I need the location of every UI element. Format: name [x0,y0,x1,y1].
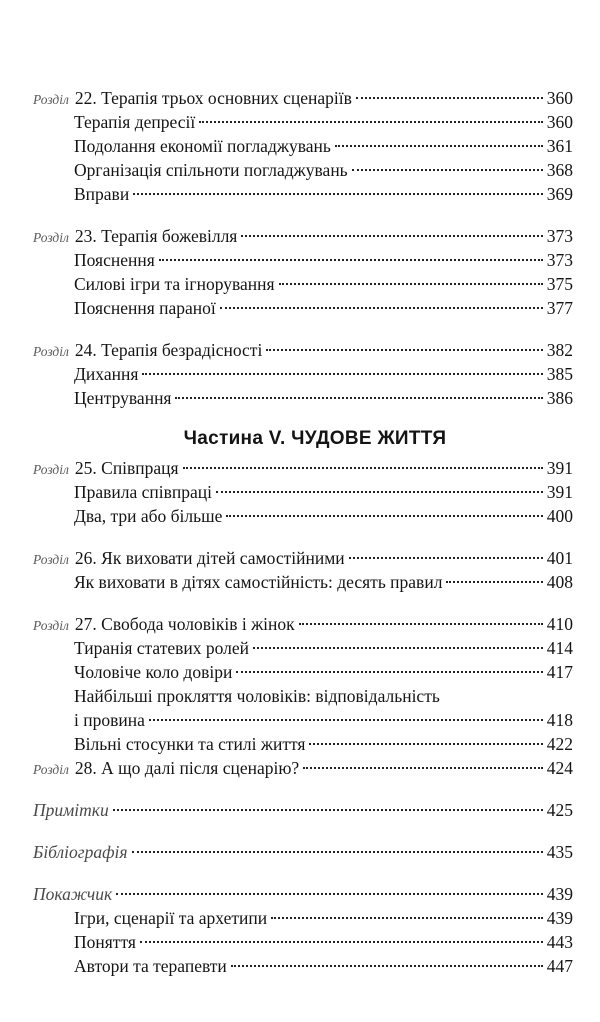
chapter-title: 22. Терапія трьох основних сценаріїв [74,88,352,108]
chapter-24-group [33,338,573,410]
table-of-contents [33,86,573,978]
section-entry [33,182,573,206]
page-number: 417 [546,662,573,682]
chapter-prefix: Розділ [33,462,69,477]
chapter-27-group [33,612,573,756]
chapter-title: 25. Співпраця [74,458,179,478]
dot-leader [279,283,543,285]
section-title: Поняття [74,932,136,952]
dot-leader [299,623,543,625]
section-entry [33,570,573,594]
chapter-title: 24. Терапія безрадісності [74,340,263,360]
section-title: Вільні стосунки та стилі життя [74,734,306,754]
section-title: Подолання економії погладжувань [74,136,331,156]
index-entry [33,882,573,906]
page-number: 360 [546,88,573,108]
dot-leader [175,397,542,399]
section-entry [33,386,573,410]
chapter-title: 28. А що далі після сценарію? [74,758,300,778]
chapter-25-group [33,456,573,528]
page-number: 424 [546,758,573,778]
dot-leader [183,467,543,469]
section-title: Пояснення параної [74,298,216,318]
section-title: Пояснення [74,250,155,270]
bibliography-entry [33,840,573,864]
chapter-26-entry [33,546,573,570]
page-number: 386 [546,388,573,408]
chapter-26-group [33,546,573,594]
chapter-27-entry [33,612,573,636]
dot-leader [216,491,543,493]
section-entry [33,272,573,296]
bibliography-title: Бібліографія [33,842,128,862]
dot-leader [335,145,543,147]
page-number: 391 [546,482,573,502]
page-number: 443 [546,932,573,952]
dot-leader [446,581,542,583]
section-entry [33,954,573,978]
chapter-24-entry [33,338,573,362]
index-title: Покажчик [33,884,113,904]
dot-leader [113,809,543,811]
dot-leader [149,719,543,721]
section-entry [33,660,573,684]
section-entry [33,732,573,756]
section-title-continued: і провина [74,710,145,730]
notes-entry [33,798,573,822]
section-title: Автори та терапевти [74,956,227,976]
page-number: 422 [546,734,573,754]
page-number: 382 [546,340,573,360]
page-number: 373 [546,226,573,246]
dot-leader [220,307,543,309]
page-number: 414 [546,638,573,658]
section-title: Силові ігри та ігнорування [74,274,275,294]
dot-leader [133,193,543,195]
section-title: Центрування [74,388,172,408]
spacer [33,864,573,882]
index-group [33,882,573,978]
dot-leader [356,97,543,99]
page-number: 369 [546,184,573,204]
chapter-28-entry [33,756,573,780]
dot-leader [231,965,543,967]
page-number: 385 [546,364,573,384]
section-entry [33,158,573,182]
dot-leader [241,235,542,237]
section-entry [33,110,573,134]
dot-leader [236,671,542,673]
dot-leader [199,121,543,123]
section-title: Чоловіче коло довіри [74,662,233,682]
spacer [33,206,573,224]
spacer [33,822,573,840]
section-title: Найбільші прокляття чоловіків: відповідальність [74,686,440,706]
page-number: 425 [546,800,573,820]
page-number: 439 [546,884,573,904]
section-entry-line2 [33,708,573,732]
dot-leader [253,647,543,649]
chapter-title: 27. Свобода чоловіків і жінок [74,614,295,634]
page-number: 401 [546,548,573,568]
dot-leader [352,169,543,171]
page-number: 368 [546,160,573,180]
dot-leader [226,515,542,517]
section-entry [33,248,573,272]
page-number: 410 [546,614,573,634]
section-entry [33,480,573,504]
dot-leader [132,851,543,853]
section-title: Два, три або більше [74,506,223,526]
dot-leader [303,767,543,769]
chapter-prefix: Розділ [33,618,69,633]
chapter-prefix: Розділ [33,92,69,107]
page-number: 439 [546,908,573,928]
page-number: 360 [546,112,573,132]
page-number: 447 [546,956,573,976]
page-number: 375 [546,274,573,294]
dot-leader [140,941,543,943]
section-entry [33,134,573,158]
section-title: Вправи [74,184,130,204]
section-title: Як виховати в дітях самостійність: десять правил [74,572,443,592]
chapter-title: 26. Як виховати дітей самостійними [74,548,345,568]
spacer [33,320,573,338]
page-number: 400 [546,506,573,526]
page-number: 391 [546,458,573,478]
chapter-25-entry [33,456,573,480]
chapter-prefix: Розділ [33,230,69,245]
section-entry-line1 [33,684,573,708]
section-title: Ігри, сценарії та архетипи [74,908,268,928]
section-title: Організація спільноти погладжувань [74,160,348,180]
dot-leader [266,349,542,351]
chapter-22-entry [33,86,573,110]
section-title: Тиранія статевих ролей [74,638,250,658]
chapter-prefix: Розділ [33,344,69,359]
chapter-prefix: Розділ [33,762,69,777]
dot-leader [309,743,542,745]
section-entry [33,296,573,320]
chapter-23-group [33,224,573,320]
spacer [33,780,573,798]
dot-leader [349,557,543,559]
section-entry [33,930,573,954]
page-number: 418 [546,710,573,730]
section-title: Правила співпраці [74,482,213,502]
chapter-23-entry [33,224,573,248]
chapter-28-group [33,756,573,780]
section-title: Терапія депресії [74,112,196,132]
chapter-title: 23. Терапія божевілля [74,226,238,246]
page-number: 377 [546,298,573,318]
dot-leader [159,259,543,261]
page-number: 373 [546,250,573,270]
page-number: 408 [546,572,573,592]
part-heading: Частина V. ЧУДОВЕ ЖИТТЯ [183,428,447,449]
notes-title: Примітки [33,800,109,820]
dot-leader [116,893,543,895]
chapter-22-group [33,86,573,206]
dot-leader [142,373,542,375]
page-number: 435 [546,842,573,862]
spacer [33,528,573,546]
section-entry [33,504,573,528]
dot-leader [271,917,543,919]
section-entry [33,906,573,930]
section-entry [33,636,573,660]
section-title: Дихання [74,364,139,384]
page-number: 361 [546,136,573,156]
spacer [33,594,573,612]
section-entry [33,362,573,386]
chapter-prefix: Розділ [33,552,69,567]
